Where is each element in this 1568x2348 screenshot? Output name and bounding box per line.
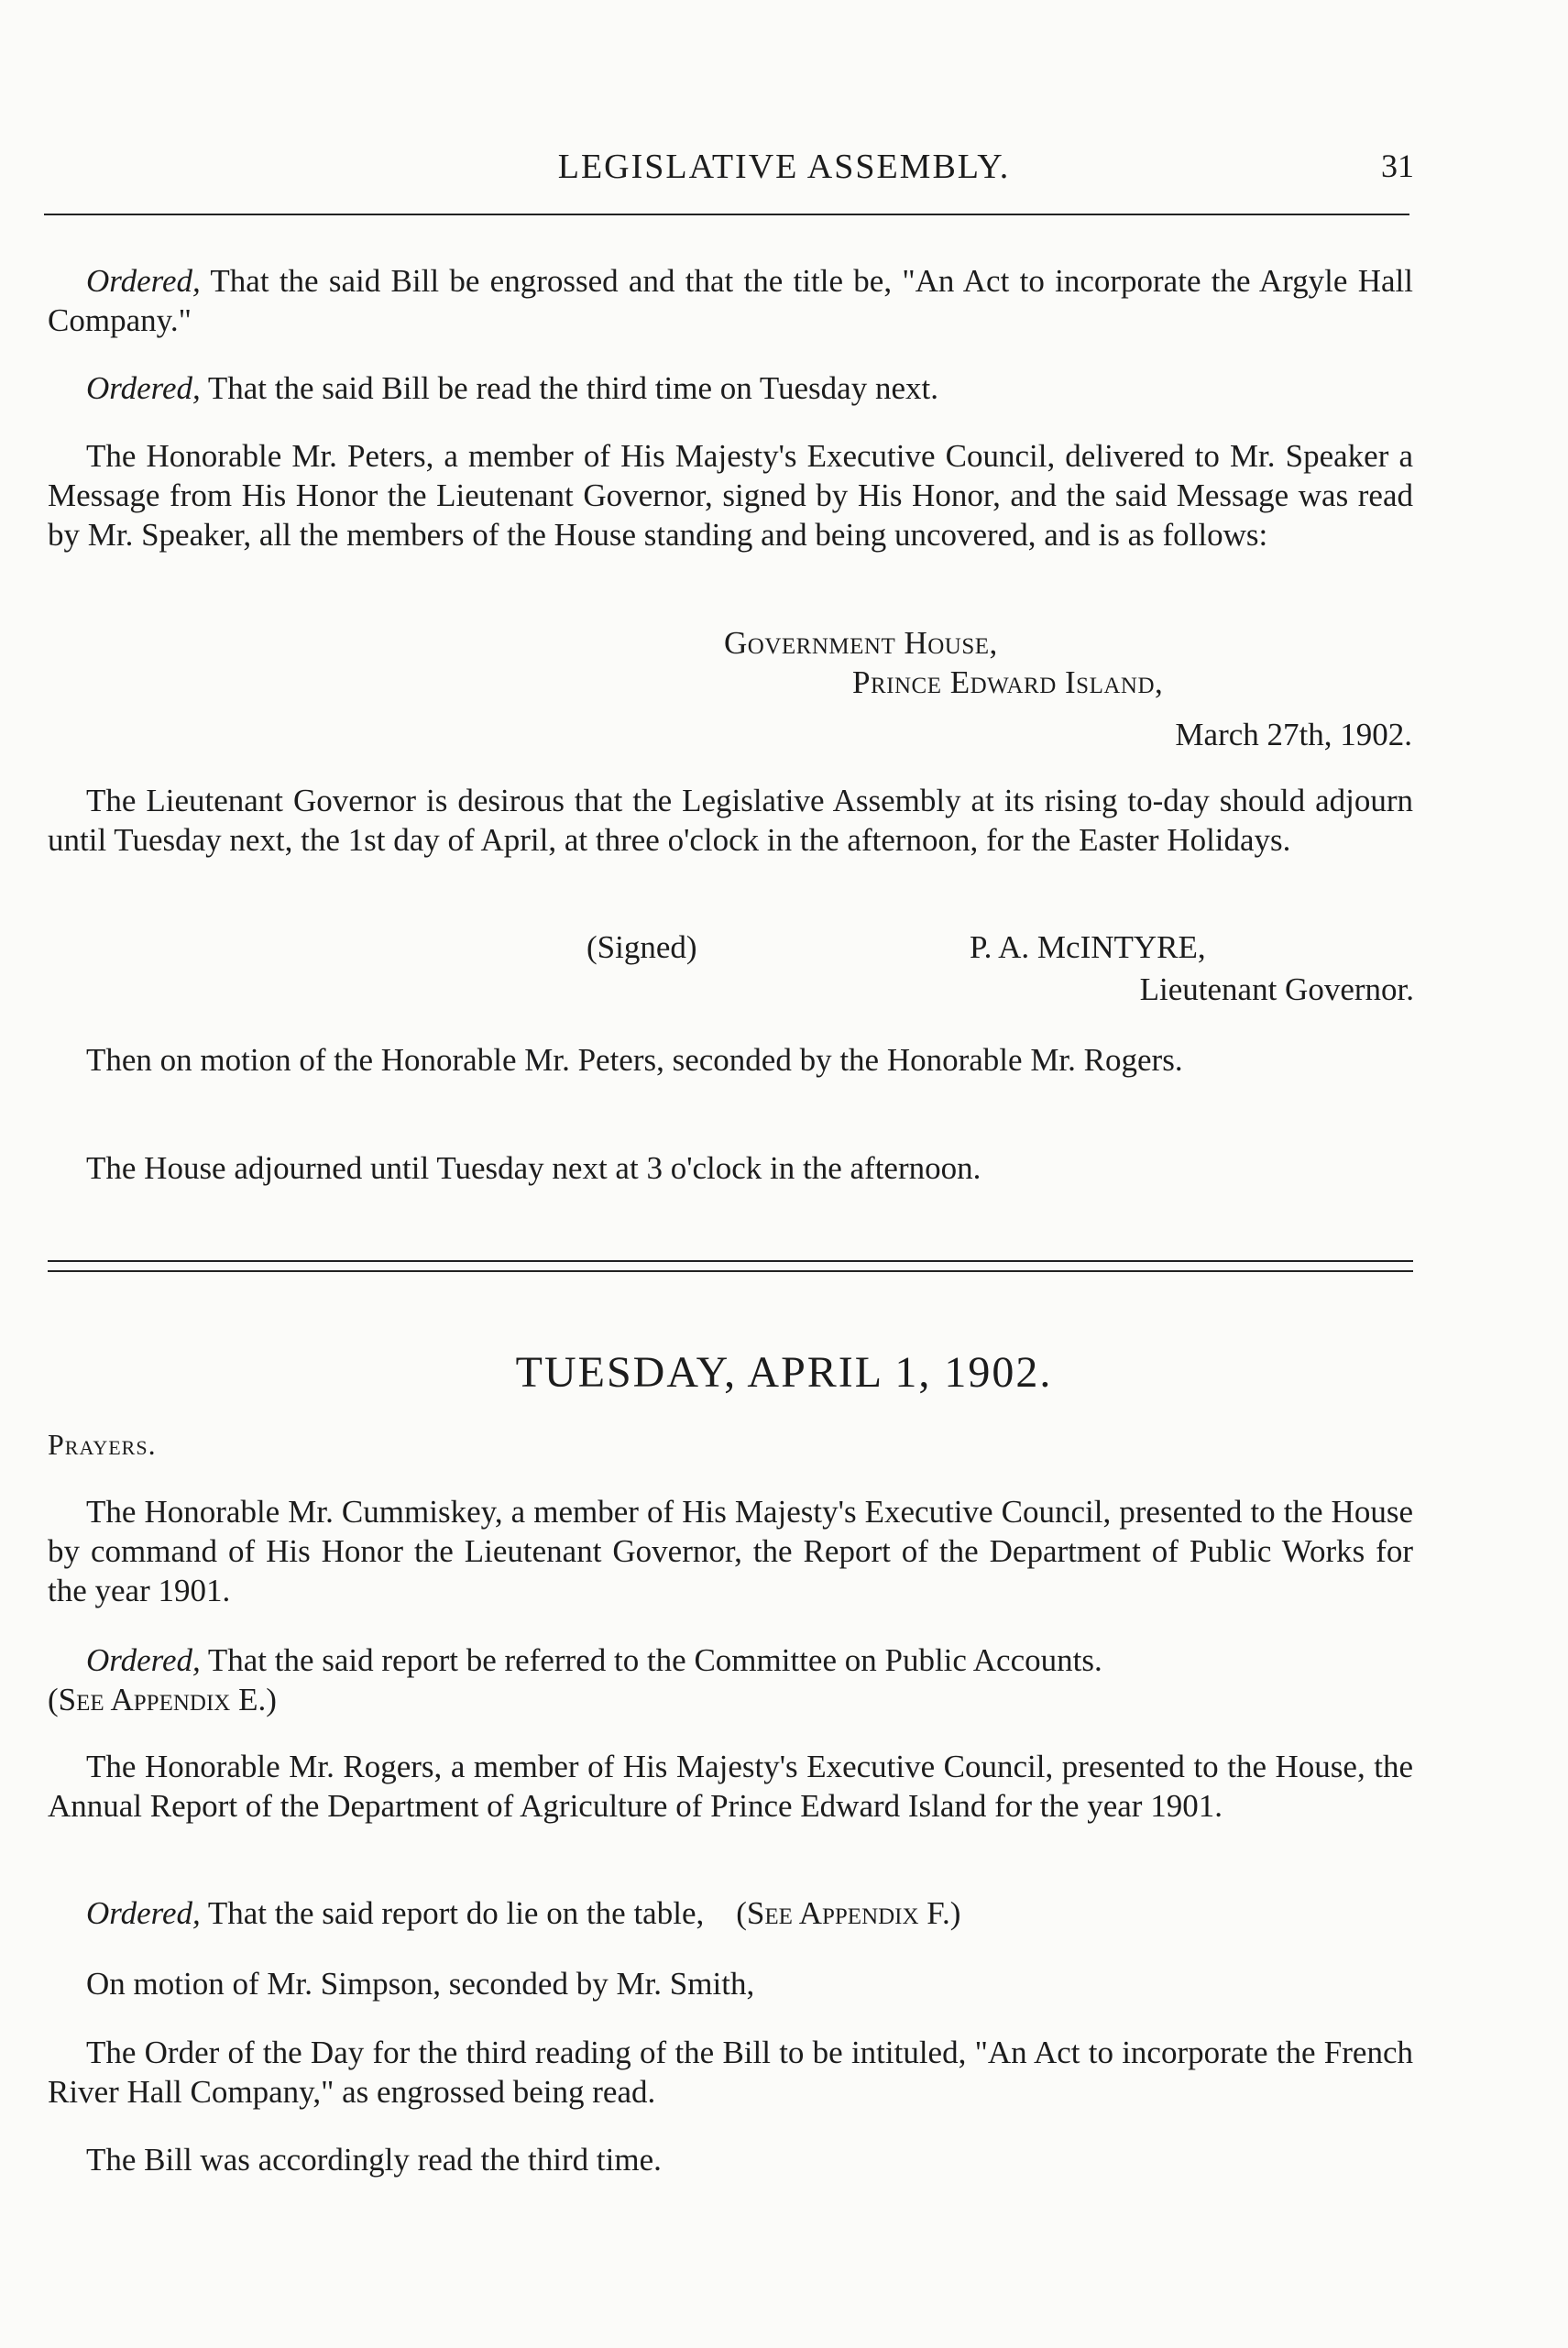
- paragraph-text: The Honorable Mr. Peters, a member of His Majesty's Executive Council, delivered to Mr. Speaker a Message from His Honor the Lieutenant Governor, signed by His Honor, and the said Message was read by Mr. Speaker, all the members of the House standing and being uncovered, and is as follows:: [48, 438, 1413, 553]
- day-heading: TUESDAY, APRIL 1, 1902.: [515, 1348, 1053, 1397]
- paragraph-text: That the said report be referred to the Committee on Public Accounts.: [200, 1642, 1102, 1678]
- address-line-2: Prince Edward Island,: [852, 664, 1164, 700]
- signatory-title: Lieutenant Governor.: [1139, 971, 1414, 1007]
- paragraph-ordered-public-accounts: [48, 1640, 1413, 1719]
- paragraph-text: Then on motion of the Honorable Mr. Peters, seconded by the Honorable Mr. Rogers.: [86, 1042, 1183, 1078]
- appendix-reference: (See Appendix E.): [48, 1682, 277, 1717]
- ordered-italic: Ordered,: [86, 1895, 201, 1931]
- address-line-1: Government House,: [724, 625, 998, 661]
- signatory-name: P. A. McINTYRE,: [970, 929, 1206, 965]
- header-rule: [44, 214, 1409, 215]
- paragraph-ordered-engrossed: [48, 261, 1413, 340]
- message-date: March 27th, 1902.: [1175, 717, 1412, 752]
- paragraph-text: That the said Bill be read the third time on Tuesday next.: [200, 370, 938, 406]
- paragraph-message-delivered: [48, 436, 1413, 554]
- running-header: [0, 147, 1568, 202]
- paragraph-text: The Lieutenant Governor is desirous that the Legislative Assembly at its rising to-day should adjourn until Tuesday next, the 1st day of April, at three o'clock in the afternoon, for the Easter Holidays.: [48, 783, 1413, 858]
- ordered-italic: Ordered,: [86, 263, 201, 299]
- appendix-reference: (See Appendix F.): [736, 1895, 961, 1931]
- paragraph-text: The Honorable Mr. Cummiskey, a member of His Majesty's Executive Council, presented to the House by command of His Honor the Lieutenant Governor, the Report of the Department of Public Works for the year 1901.: [48, 1494, 1413, 1608]
- paragraph-ordered-third-time: [48, 368, 1413, 408]
- paragraph-text: That the said report do lie on the table,: [200, 1895, 705, 1931]
- paragraph-text: The Honorable Mr. Rogers, a member of His Majesty's Executive Council, presented to the House, the Annual Report of the Department of Agriculture of Prince Edward Island for the year 1901.: [48, 1749, 1413, 1824]
- paragraph-third-reading: [48, 2140, 1413, 2179]
- prayers-label: Prayers.: [48, 1428, 157, 1461]
- message-body: [48, 781, 1413, 860]
- signed-label: (Signed): [587, 929, 697, 965]
- paragraph-text: On motion of Mr. Simpson, seconded by Mr. Smith,: [86, 1966, 755, 2002]
- paragraph-text: The Bill was accordingly read the third time.: [86, 2142, 662, 2178]
- paragraph-motion-peters: [48, 1040, 1413, 1080]
- section-divider: [48, 1260, 1413, 1272]
- paragraph-cummiskey-report: [48, 1492, 1413, 1610]
- running-title: LEGISLATIVE ASSEMBLY.: [557, 148, 1011, 186]
- paragraph-text: That the said Bill be engrossed and that the title be, "An Act to incorporate the Argyle Hall Company.": [48, 263, 1413, 338]
- ordered-italic: Ordered,: [86, 370, 201, 406]
- paragraph-house-adjourned: [48, 1148, 1413, 1188]
- paragraph-text: The Order of the Day for the third reading of the Bill to be intituled, "An Act to incorporate the French River Hall Company," as engrossed being read.: [48, 2035, 1413, 2110]
- ordered-italic: Ordered,: [86, 1642, 201, 1678]
- paragraph-text: The House adjourned until Tuesday next at 3 o'clock in the afternoon.: [86, 1150, 981, 1186]
- paragraph-rogers-report: [48, 1747, 1413, 1826]
- paragraph-ordered-lie-on-table: [48, 1893, 1413, 1933]
- paragraph-simpson-motion: [48, 1964, 1413, 2003]
- page-number: 31: [1381, 148, 1414, 184]
- paragraph-order-of-the-day: [48, 2033, 1413, 2112]
